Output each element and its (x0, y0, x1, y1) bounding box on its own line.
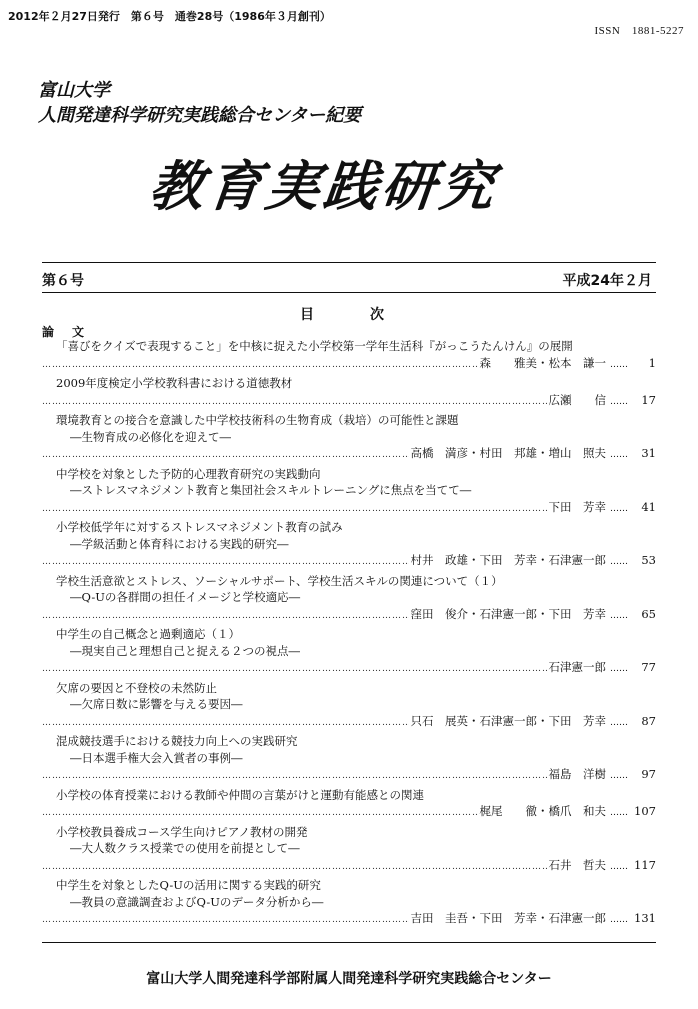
entry-title: 中学生を対象としたQ-Uの活用に関する実践的研究 (56, 878, 321, 892)
toc-entry (42, 733, 656, 785)
institution-name (38, 78, 361, 128)
institution-line-2: 人間発達科学研究実践総合センター紀要 (38, 105, 362, 126)
institution-line-1: 富山大学 (38, 80, 110, 101)
page-leader-dots: …… (610, 557, 628, 567)
footer-publisher: 富山大学人間発達科学部附属人間発達科学研究実践総合センター (146, 971, 552, 987)
entry-page-number: 65 (641, 606, 656, 621)
toc-entry (42, 824, 656, 876)
entry-subtitle: ―Q-Uの各群間の担任イメージと学校適応― (70, 590, 301, 604)
entry-title: 中学生の自己概念と過剰適応（１） (56, 627, 240, 641)
page-leader-dots: …… (610, 359, 628, 370)
toc-entry (42, 680, 656, 732)
entry-author-line (42, 499, 656, 518)
toc-entry (42, 877, 656, 929)
entry-author-line (42, 445, 656, 464)
page-leader-dots: …… (610, 450, 628, 460)
entry-page-number: 31 (641, 446, 656, 460)
bottom-rule (42, 942, 656, 943)
entry-title: 環境教育との接合を意識した中学校技術科の生物育成（栽培）の可能性と課題 (56, 413, 459, 427)
toc-heading: 目次 (300, 307, 440, 323)
toc-entry (42, 338, 656, 373)
entry-page-number: 117 (634, 857, 656, 872)
date-label: 平成24年２月 (562, 273, 652, 289)
issn-number: ISSN 1881-5227 (594, 25, 684, 37)
section-label: 論文 (42, 325, 103, 339)
toc-entry (42, 626, 656, 678)
entry-page-number: 17 (641, 392, 656, 407)
toc-entry (42, 573, 656, 625)
entry-title: 「喜びをクイズで表現すること」を中核に捉えた小学校第一学年生活科『がっこうたんけん』の展開 (56, 339, 573, 353)
entry-subtitle: ―ストレスマネジメント教育と集団社会スキルトレーニングに焦点を当てて― (70, 483, 472, 497)
leader-dots (42, 554, 409, 571)
entry-authors: 村井 政雄・下田 芳幸・石津憲一郎 (410, 553, 606, 567)
entry-title: 小学校の体育授業における教師や仲間の言葉がけと運動有能感との関連 (56, 787, 424, 802)
page-leader-dots: …… (610, 771, 628, 781)
entry-authors: 石井 哲夫 (548, 857, 606, 872)
entry-author-line (42, 803, 656, 822)
table-of-contents (42, 338, 656, 931)
entry-title: 小学校教員養成コース学生向けピアノ教材の開発 (56, 824, 308, 839)
entry-author-line (42, 766, 656, 785)
entry-authors: 森 雅美・松本 謙一 (479, 355, 606, 370)
entry-subtitle: ―日本選手権大会入賞者の事例― (70, 750, 243, 765)
toc-entry (42, 375, 656, 410)
journal-title: 教育実践研究 (146, 154, 501, 218)
page-leader-dots: …… (610, 915, 628, 925)
entry-title: 混成競技選手における競技力向上への実践研究 (56, 734, 298, 748)
leader-dots (42, 357, 478, 374)
toc-entry (42, 412, 656, 464)
entry-subtitle: ―学級活動と体育科における実践的研究― (70, 536, 289, 551)
entry-title: 学校生活意欲とストレス、ソーシャルサポート、学校生活スキルの関連について（１） (56, 573, 503, 588)
leader-dots (42, 447, 409, 464)
page-leader-dots: …… (610, 861, 628, 872)
entry-author-line (42, 713, 656, 732)
toc-entry (42, 787, 656, 822)
top-rule (42, 262, 656, 263)
volume-label: 第６号 (42, 273, 84, 289)
middle-rule (42, 292, 656, 293)
page-leader-dots: …… (610, 610, 628, 621)
page-leader-dots: …… (610, 717, 628, 728)
leader-dots (42, 768, 547, 785)
entry-author-line (42, 552, 656, 571)
leader-dots (42, 805, 478, 822)
page-leader-dots: …… (610, 664, 628, 674)
entry-authors: 下田 芳幸 (548, 499, 606, 514)
entry-authors: 吉田 圭吾・下田 芳幸・石津憲一郎 (410, 911, 606, 925)
toc-entry (42, 466, 656, 518)
leader-dots (42, 501, 547, 518)
entry-page-number: 1 (648, 355, 656, 370)
entry-authors: 窪田 俊介・石津憲一郎・下田 芳幸 (410, 606, 606, 621)
entry-subtitle: ―現実自己と理想自己と捉える２つの視点― (70, 643, 300, 658)
entry-author-line (42, 392, 656, 411)
leader-dots (42, 715, 409, 732)
entry-title: 小学校低学年に対するストレスマネジメント教育の試み (56, 520, 343, 534)
entry-author-line (42, 606, 656, 625)
leader-dots (42, 859, 547, 876)
entry-title: 欠席の要因と不登校の未然防止 (56, 680, 217, 695)
entry-author-line (42, 910, 656, 929)
entry-subtitle: ―教員の意識調査およびQ-Uのデータ分析から― (70, 894, 324, 909)
entry-page-number: 77 (641, 660, 656, 674)
entry-title: 2009年度検定小学校教科書における道徳教材 (56, 376, 293, 390)
entry-author-line (42, 659, 656, 678)
entry-subtitle: ―生物育成の必修化を迎えて― (70, 429, 231, 444)
entry-authors: 広瀬 信 (548, 392, 606, 407)
page-leader-dots: …… (610, 503, 628, 514)
entry-author-line (42, 355, 656, 374)
publication-line: 2012年２月27日発行 第６号 通巻28号（1986年３月創刊） (8, 10, 331, 23)
entry-authors: 石津憲一郎 (548, 660, 606, 674)
leader-dots (42, 912, 409, 929)
entry-authors: 高橋 満彦・村田 邦雄・増山 照夫 (410, 446, 606, 460)
entry-title: 中学校を対象とした予防的心理教育研究の実践動向 (56, 466, 321, 481)
leader-dots (42, 608, 409, 625)
entry-page-number: 41 (641, 499, 656, 514)
entry-page-number: 53 (641, 553, 656, 567)
page-leader-dots: …… (610, 808, 628, 818)
entry-page-number: 107 (634, 804, 656, 818)
entry-page-number: 131 (634, 911, 656, 925)
leader-dots (42, 394, 547, 411)
entry-subtitle: ―欠席日数に影響を与える要因― (70, 697, 243, 711)
leader-dots (42, 661, 547, 678)
entry-authors: 只石 展英・石津憲一郎・下田 芳幸 (410, 713, 606, 728)
entry-author-line (42, 857, 656, 876)
entry-authors: 梶尾 徹・橋爪 和夫 (479, 804, 606, 818)
entry-subtitle: ―大人数クラス授業での使用を前提として― (70, 841, 300, 855)
entry-authors: 福島 洋樹 (548, 767, 606, 781)
entry-page-number: 97 (641, 767, 656, 781)
toc-entry (42, 519, 656, 571)
entry-page-number: 87 (641, 713, 656, 728)
page-leader-dots: …… (610, 396, 628, 407)
